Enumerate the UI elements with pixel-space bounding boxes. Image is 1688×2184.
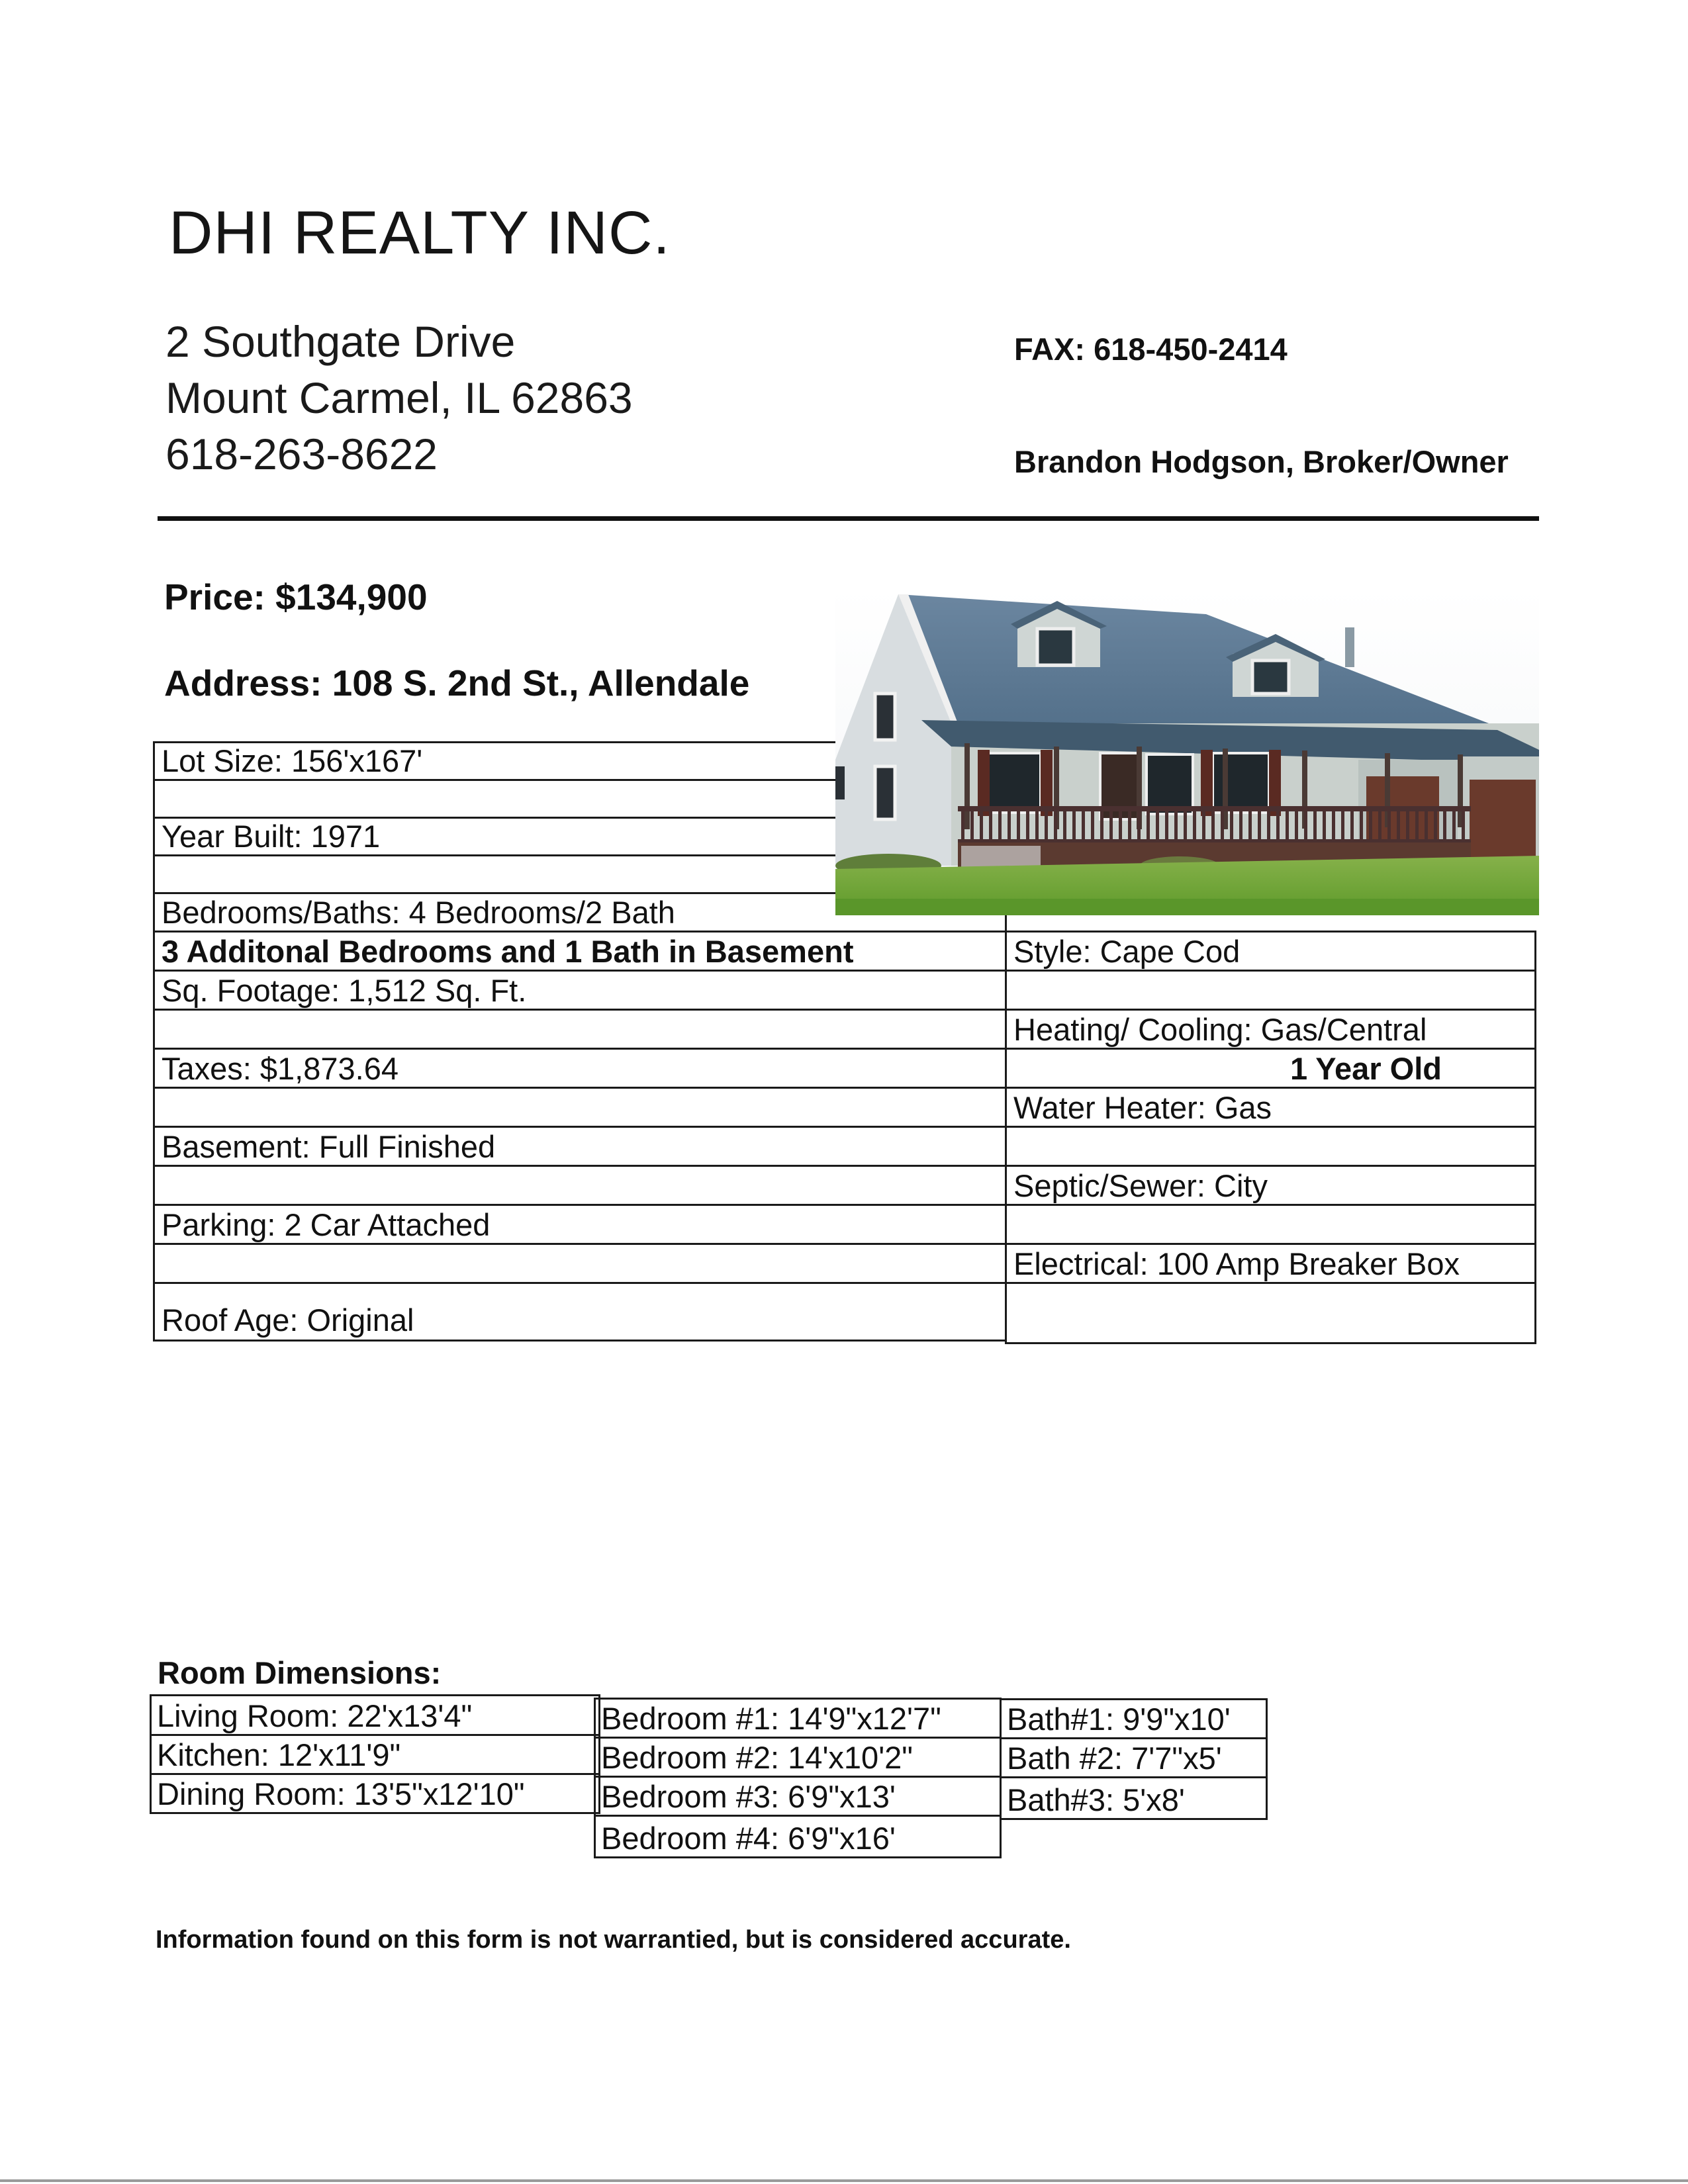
- room-bath-2: Bath #2: 7'7"x5': [1007, 1741, 1222, 1776]
- blank-row: [153, 1087, 1007, 1128]
- disclaimer: Information found on this form is not warrantied, but is considered accurate.: [156, 1926, 1071, 1954]
- room-cell: [1000, 1776, 1268, 1820]
- room-cell: [150, 1694, 600, 1736]
- additional-rooms-cell: [153, 931, 1007, 972]
- company-name: DHI REALTY INC.: [169, 199, 671, 267]
- blank-row: [1005, 1282, 1536, 1344]
- room-cell: [594, 1776, 1002, 1817]
- listing-address: Address: 108 S. 2nd St., Allendale: [164, 662, 750, 704]
- taxes: Taxes: $1,873.64: [162, 1051, 399, 1086]
- room-cell: [594, 1737, 1002, 1778]
- header-divider: [158, 516, 1539, 521]
- blank-row: [153, 1165, 1007, 1206]
- room-bath-3: Bath#3: 5'x8': [1007, 1782, 1185, 1817]
- septic-sewer: Septic/Sewer: City: [1013, 1168, 1268, 1203]
- room-bedroom-2: Bedroom #2: 14'x10'2": [601, 1740, 913, 1775]
- heating-age-cell: [1005, 1048, 1536, 1089]
- blank-row: [1005, 970, 1536, 1011]
- room-cell: [150, 1773, 600, 1814]
- blank-row: [153, 1243, 1007, 1284]
- lot-size: Lot Size: 156'x167': [162, 743, 423, 778]
- house-photo: [835, 588, 1539, 915]
- heating-cooling-cell: [1005, 1009, 1536, 1050]
- year-built: Year Built: 1971: [162, 819, 381, 854]
- roof-age: Roof Age: Original: [162, 1302, 414, 1338]
- room-bedroom-1: Bedroom #1: 14'9"x12'7": [601, 1701, 941, 1736]
- sq-footage-cell: [153, 970, 1007, 1011]
- bedrooms-baths: Bedrooms/Baths: 4 Bedrooms/2 Bath: [162, 895, 675, 930]
- room-cell: [594, 1698, 1002, 1739]
- blank-row: [1005, 1126, 1536, 1167]
- company-street: 2 Southgate Drive: [165, 317, 516, 366]
- basement: Basement: Full Finished: [162, 1129, 496, 1164]
- sq-footage: Sq. Footage: 1,512 Sq. Ft.: [162, 973, 527, 1008]
- septic-sewer-cell: [1005, 1165, 1536, 1206]
- style-cell: [1005, 931, 1536, 972]
- room-cell: [1000, 1698, 1268, 1739]
- additional-rooms: 3 Additonal Bedrooms and 1 Bath in Basement: [162, 934, 854, 969]
- company-city: Mount Carmel, IL 62863: [165, 373, 633, 422]
- blank-row: [153, 1009, 1007, 1050]
- room-cell: [594, 1815, 1002, 1858]
- room-bedroom-4: Bedroom #4: 6'9"x16': [601, 1821, 896, 1856]
- roof-age-cell: [153, 1282, 1007, 1342]
- parking: Parking: 2 Car Attached: [162, 1207, 491, 1242]
- broker-name: Brandon Hodgson, Broker/Owner: [1014, 444, 1509, 479]
- listing-price: Price: $134,900: [164, 576, 428, 617]
- water-heater: Water Heater: Gas: [1013, 1090, 1272, 1125]
- parking-cell: [153, 1204, 1007, 1245]
- room-bedroom-3: Bedroom #3: 6'9"x13': [601, 1779, 896, 1814]
- taxes-cell: [153, 1048, 1007, 1089]
- blank-row: [1005, 913, 1536, 933]
- room-dining: Dining Room: 13'5"x12'10": [157, 1776, 525, 1811]
- rooms-title: Room Dimensions:: [158, 1655, 442, 1690]
- blank-row: [1005, 1204, 1536, 1245]
- electrical: Electrical: 100 Amp Breaker Box: [1013, 1246, 1460, 1281]
- electrical-cell: [1005, 1243, 1536, 1284]
- heating-cooling: Heating/ Cooling: Gas/Central: [1013, 1012, 1427, 1047]
- heating-age: 1 Year Old: [1289, 1051, 1442, 1086]
- room-cell: [150, 1734, 600, 1775]
- basement-cell: [153, 1126, 1007, 1167]
- room-living: Living Room: 22'x13'4": [157, 1698, 473, 1733]
- company-phone: 618-263-8622: [165, 430, 438, 478]
- room-cell: [1000, 1737, 1268, 1778]
- room-kitchen: Kitchen: 12'x11'9": [157, 1737, 401, 1772]
- company-fax: FAX: 618-450-2414: [1014, 332, 1288, 367]
- scan-edge-line: [0, 2179, 1688, 2182]
- room-bath-1: Bath#1: 9'9"x10': [1007, 1702, 1231, 1737]
- style: Style: Cape Cod: [1013, 934, 1241, 969]
- water-heater-cell: [1005, 1087, 1536, 1128]
